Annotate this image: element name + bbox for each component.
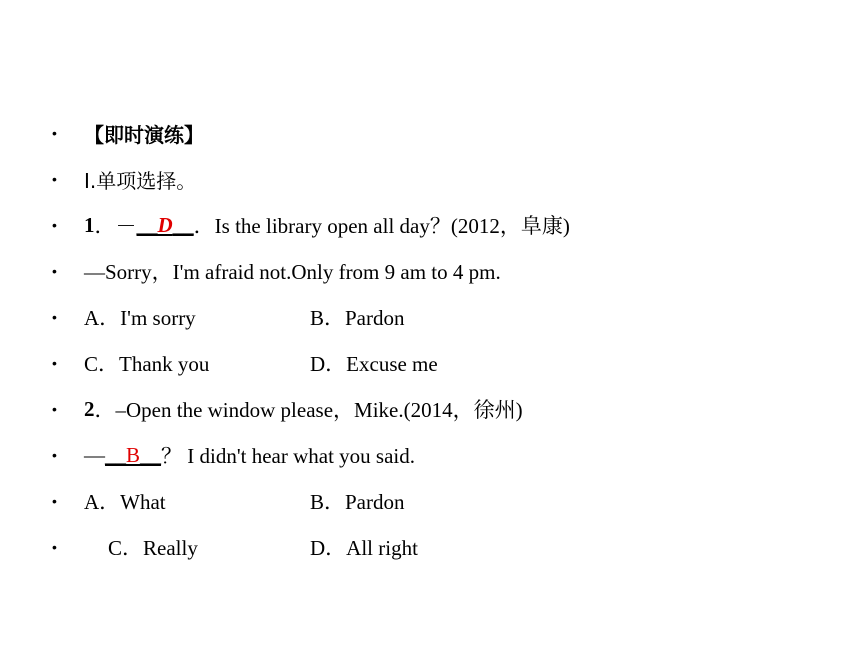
option-c: C．Thank you	[84, 352, 210, 376]
option-b: B．Pardon	[310, 306, 405, 330]
answer-blank-left: __	[105, 442, 126, 467]
answer-blank-right: __	[172, 212, 194, 237]
question-1-options-row	[52, 302, 405, 332]
reply-text: —Sorry，I'm afraid not.Only from 9 am to 4 pm.	[84, 260, 501, 284]
question-text: ．Is the library open all day？(2012，阜康)	[193, 214, 570, 238]
question-number: 2	[84, 396, 95, 421]
question-1-options-row	[52, 348, 438, 378]
bullet: •	[52, 493, 57, 509]
section-line	[52, 164, 196, 194]
question-1	[52, 210, 570, 240]
heading-text: 【即时演练】	[84, 122, 204, 147]
question-number: 1	[84, 212, 95, 237]
question-2	[52, 394, 523, 424]
bullet: •	[52, 263, 57, 279]
answer-letter: D	[157, 212, 173, 237]
bullet: •	[52, 539, 57, 555]
bullet: •	[52, 355, 57, 371]
option-c: C．Really	[108, 536, 198, 560]
reply-prefix: —	[84, 442, 105, 467]
question-1-reply	[52, 256, 501, 286]
option-d: D．Excuse me	[310, 352, 438, 376]
bullet: •	[52, 309, 57, 325]
option-a: A．What	[84, 490, 166, 514]
bullet: •	[52, 171, 57, 187]
answer-blank-right: __	[140, 442, 162, 467]
bullet: •	[52, 401, 57, 417]
bullet: •	[52, 217, 57, 233]
answer-letter: B	[126, 442, 141, 467]
heading-line	[52, 118, 204, 148]
bullet: •	[52, 125, 57, 141]
reply-text: ？ I didn't hear what you said.	[161, 444, 415, 468]
question-text: ．–Open the window please，Mike.(2014，徐州)	[94, 398, 523, 422]
option-b: B．Pardon	[310, 490, 405, 514]
option-a: A．I'm sorry	[84, 306, 196, 330]
answer-blank-left: __	[136, 212, 158, 237]
section-title: Ⅰ.单项选择。	[84, 168, 197, 193]
option-d: D．All right	[310, 536, 418, 560]
bullet: •	[52, 447, 57, 463]
question-prefix: ．－	[94, 214, 137, 238]
question-2-reply	[52, 440, 415, 470]
question-2-options-row	[52, 532, 418, 562]
question-2-options-row	[52, 486, 405, 516]
